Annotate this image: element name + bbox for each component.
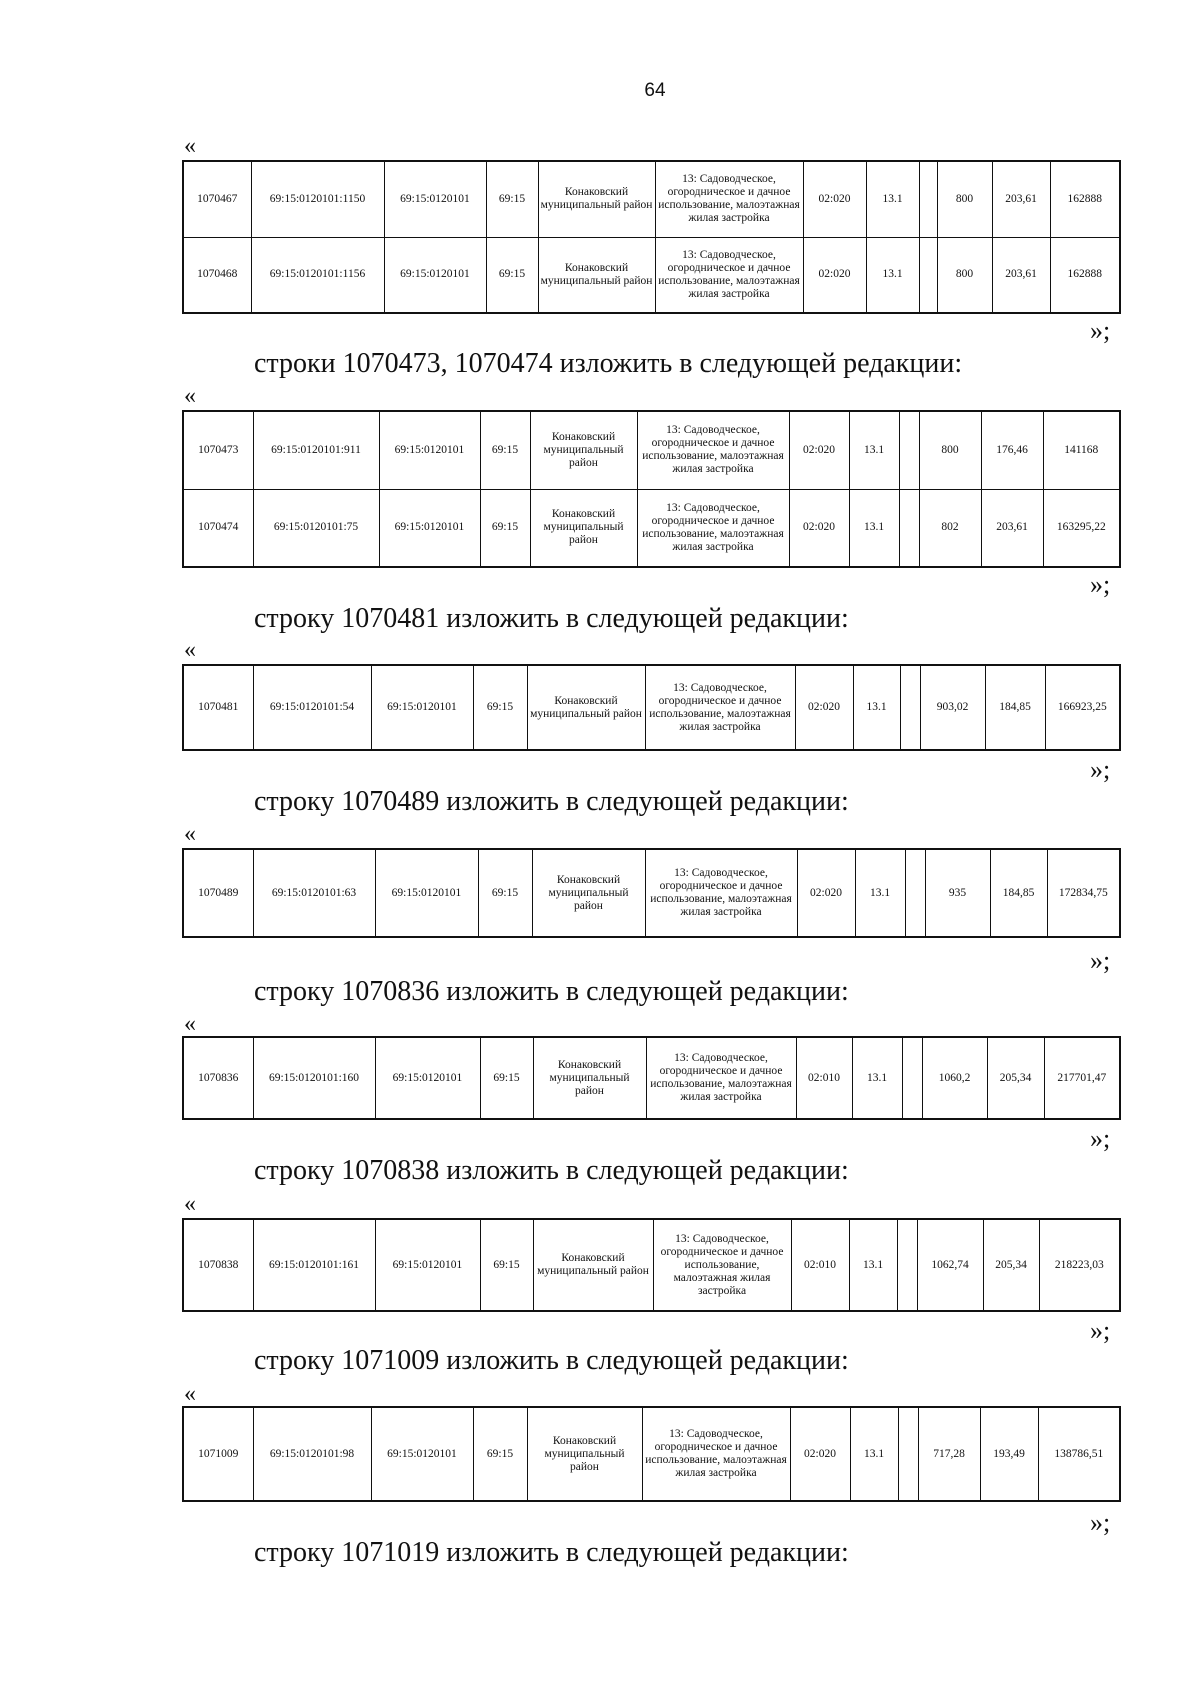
cell-empty — [902, 1037, 922, 1119]
cell-cadastral-quarter: 69:15:0120101 — [384, 237, 486, 313]
cell-zone-code: 02:020 — [803, 161, 866, 237]
cell-specific-value: 184,85 — [985, 665, 1045, 750]
cell-cadastral-value: 163295,22 — [1043, 489, 1120, 567]
cell-district-code: 69:15 — [480, 489, 530, 567]
cell-area: 802 — [919, 489, 981, 567]
cell-cadastral-number: 69:15:0120101:911 — [253, 411, 379, 489]
open-quote: « — [184, 1011, 196, 1037]
cell-specific-value: 203,61 — [992, 237, 1050, 313]
open-quote: « — [184, 1381, 196, 1407]
close-quote: »; — [1090, 1508, 1111, 1537]
cell-group: 13.1 — [866, 161, 919, 237]
cell-zone-code: 02:020 — [789, 489, 849, 567]
cell-municipality: Конаковский муниципальный район — [532, 849, 645, 937]
cell-cadastral-value: 218223,03 — [1039, 1219, 1120, 1311]
cell-land-use: 13: Садоводческое, огородническое и дачное использование, малоэтажная жилая застройка — [637, 411, 789, 489]
cell-area: 935 — [925, 849, 990, 937]
cell-land-use: 13: Садоводческое, огородническое и дачное использование, малоэтажная жилая застройка — [645, 849, 797, 937]
cell-number: 1070473 — [183, 411, 253, 489]
cell-group: 13.1 — [849, 1219, 897, 1311]
cell-specific-value: 176,46 — [981, 411, 1043, 489]
cell-cadastral-number: 69:15:0120101:54 — [253, 665, 371, 750]
cell-area: 800 — [919, 411, 981, 489]
cell-municipality: Конаковский муниципальный район — [538, 161, 655, 237]
cell-municipality: Конаковский муниципальный район — [530, 411, 637, 489]
records-table — [182, 1218, 1121, 1312]
cell-group: 13.1 — [853, 665, 900, 750]
open-quote: « — [184, 821, 196, 847]
cell-group: 13.1 — [850, 1407, 898, 1501]
cell-specific-value: 205,34 — [987, 1037, 1044, 1119]
cell-cadastral-number: 69:15:0120101:75 — [253, 489, 379, 567]
cell-zone-code: 02:020 — [797, 849, 855, 937]
section-heading: строку 1070489 изложить в следующей редакции: — [254, 786, 849, 817]
cell-district-code: 69:15 — [480, 411, 530, 489]
cell-area: 800 — [937, 237, 992, 313]
page-number: 64 — [644, 80, 666, 101]
cell-cadastral-number: 69:15:0120101:160 — [253, 1037, 375, 1119]
cell-cadastral-quarter: 69:15:0120101 — [375, 1219, 480, 1311]
cell-number: 1071009 — [183, 1407, 253, 1501]
cell-cadastral-quarter: 69:15:0120101 — [375, 849, 478, 937]
cell-number: 1070467 — [183, 161, 251, 237]
records-table — [182, 664, 1121, 751]
cell-zone-code: 02:020 — [795, 665, 853, 750]
cell-cadastral-quarter: 69:15:0120101 — [371, 1407, 473, 1501]
cell-land-use: 13: Садоводческое, огородническое и дачное использование, малоэтажная жилая застройка — [642, 1407, 790, 1501]
cell-land-use: 13: Садоводческое, огородническое и дачное использование, малоэтажная жилая застройка — [653, 1219, 791, 1311]
cell-number: 1070838 — [183, 1219, 253, 1311]
cell-cadastral-value: 162888 — [1050, 161, 1120, 237]
open-quote: « — [184, 133, 196, 159]
cell-zone-code: 02:020 — [803, 237, 866, 313]
records-table — [182, 1406, 1121, 1502]
cell-specific-value: 203,61 — [981, 489, 1043, 567]
cell-group: 13.1 — [866, 237, 919, 313]
cell-zone-code: 02:010 — [796, 1037, 852, 1119]
cell-district-code: 69:15 — [486, 161, 538, 237]
cell-group: 13.1 — [855, 849, 905, 937]
cell-area: 717,28 — [918, 1407, 980, 1501]
section-heading: строки 1070473, 1070474 изложить в следующей редакции: — [254, 348, 963, 379]
cell-cadastral-number: 69:15:0120101:98 — [253, 1407, 371, 1501]
cell-group: 13.1 — [852, 1037, 902, 1119]
cell-district-code: 69:15 — [480, 1037, 533, 1119]
cell-cadastral-number: 69:15:0120101:63 — [253, 849, 375, 937]
cell-cadastral-quarter: 69:15:0120101 — [371, 665, 473, 750]
cell-district-code: 69:15 — [478, 849, 532, 937]
cell-zone-code: 02:020 — [789, 411, 849, 489]
cell-cadastral-number: 69:15:0120101:161 — [253, 1219, 375, 1311]
cell-zone-code: 02:010 — [791, 1219, 849, 1311]
cell-number: 1070481 — [183, 665, 253, 750]
cell-cadastral-value: 172834,75 — [1047, 849, 1120, 937]
cell-empty — [919, 161, 937, 237]
cell-land-use: 13: Садоводческое, огородническое и дачное использование, малоэтажная жилая застройка — [637, 489, 789, 567]
cell-empty — [897, 1219, 917, 1311]
cell-district-code: 69:15 — [473, 1407, 527, 1501]
cell-cadastral-number: 69:15:0120101:1156 — [251, 237, 384, 313]
table-row — [183, 1219, 1120, 1311]
cell-land-use: 13: Садоводческое, огородническое и дачное использование, малоэтажная жилая застройка — [646, 1037, 796, 1119]
records-table — [182, 160, 1121, 314]
cell-group: 13.1 — [849, 411, 899, 489]
cell-empty — [899, 411, 919, 489]
cell-empty — [899, 489, 919, 567]
section-heading: строку 1071009 изложить в следующей редакции: — [254, 1345, 849, 1376]
records-table — [182, 410, 1121, 568]
cell-cadastral-quarter: 69:15:0120101 — [379, 489, 480, 567]
table-row — [183, 665, 1120, 750]
section-heading: строку 1070481 изложить в следующей редакции: — [254, 603, 849, 634]
cell-cadastral-value: 217701,47 — [1044, 1037, 1120, 1119]
close-quote: »; — [1090, 1316, 1111, 1345]
close-quote: »; — [1090, 1124, 1111, 1153]
cell-cadastral-quarter: 69:15:0120101 — [379, 411, 480, 489]
cell-cadastral-value: 141168 — [1043, 411, 1120, 489]
cell-district-code: 69:15 — [480, 1219, 533, 1311]
cell-municipality: Конаковский муниципальный район — [533, 1037, 646, 1119]
close-quote: »; — [1090, 570, 1111, 599]
cell-empty — [898, 1407, 918, 1501]
close-quote: »; — [1090, 946, 1111, 975]
cell-zone-code: 02:020 — [790, 1407, 850, 1501]
cell-specific-value: 193,49 — [980, 1407, 1038, 1501]
cell-district-code: 69:15 — [473, 665, 527, 750]
open-quote: « — [184, 383, 196, 409]
cell-area: 1060,2 — [922, 1037, 987, 1119]
cell-empty — [905, 849, 925, 937]
cell-area: 800 — [937, 161, 992, 237]
section-heading: строку 1071019 изложить в следующей редакции: — [254, 1537, 849, 1568]
cell-municipality: Конаковский муниципальный район — [527, 665, 645, 750]
cell-cadastral-value: 162888 — [1050, 237, 1120, 313]
cell-area: 1062,74 — [917, 1219, 983, 1311]
section-heading: строку 1070836 изложить в следующей редакции: — [254, 976, 849, 1007]
cell-district-code: 69:15 — [486, 237, 538, 313]
table-row — [183, 411, 1120, 489]
cell-municipality: Конаковский муниципальный район — [530, 489, 637, 567]
close-quote: »; — [1090, 316, 1111, 345]
records-table — [182, 1036, 1121, 1120]
cell-cadastral-value: 138786,51 — [1038, 1407, 1120, 1501]
cell-group: 13.1 — [849, 489, 899, 567]
table-row — [183, 161, 1120, 237]
cell-number: 1070836 — [183, 1037, 253, 1119]
records-table — [182, 848, 1121, 938]
cell-specific-value: 184,85 — [990, 849, 1047, 937]
cell-cadastral-quarter: 69:15:0120101 — [384, 161, 486, 237]
open-quote: « — [184, 637, 196, 663]
cell-municipality: Конаковский муниципальный район — [527, 1407, 642, 1501]
close-quote: »; — [1090, 755, 1111, 784]
cell-land-use: 13: Садоводческое, огородническое и дачное использование, малоэтажная жилая застройка — [655, 237, 803, 313]
table-row — [183, 1037, 1120, 1119]
cell-cadastral-quarter: 69:15:0120101 — [375, 1037, 480, 1119]
section-heading: строку 1070838 изложить в следующей редакции: — [254, 1155, 849, 1186]
cell-specific-value: 203,61 — [992, 161, 1050, 237]
cell-number: 1070474 — [183, 489, 253, 567]
cell-cadastral-number: 69:15:0120101:1150 — [251, 161, 384, 237]
table-row — [183, 489, 1120, 567]
cell-municipality: Конаковский муниципальный район — [533, 1219, 653, 1311]
cell-cadastral-value: 166923,25 — [1045, 665, 1120, 750]
cell-specific-value: 205,34 — [983, 1219, 1039, 1311]
cell-empty — [919, 237, 937, 313]
cell-land-use: 13: Садоводческое, огородническое и дачное использование, малоэтажная жилая застройка — [655, 161, 803, 237]
open-quote: « — [184, 1191, 196, 1217]
table-row — [183, 1407, 1120, 1501]
table-row — [183, 237, 1120, 313]
table-row — [183, 849, 1120, 937]
cell-land-use: 13: Садоводческое, огородническое и дачное использование, малоэтажная жилая застройка — [645, 665, 795, 750]
cell-number: 1070489 — [183, 849, 253, 937]
cell-area: 903,02 — [920, 665, 985, 750]
cell-empty — [900, 665, 920, 750]
cell-municipality: Конаковский муниципальный район — [538, 237, 655, 313]
cell-number: 1070468 — [183, 237, 251, 313]
